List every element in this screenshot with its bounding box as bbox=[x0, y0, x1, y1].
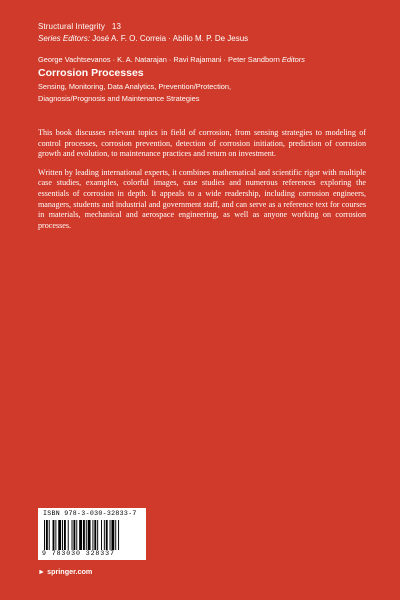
barcode-bar bbox=[49, 520, 50, 550]
barcode-bar bbox=[111, 520, 114, 550]
barcode-bar bbox=[73, 520, 75, 550]
barcode-bar bbox=[118, 520, 119, 550]
barcode-bar bbox=[104, 520, 105, 550]
barcode-bar bbox=[76, 520, 77, 550]
publisher-url: springer.com bbox=[47, 567, 93, 576]
barcode-bar bbox=[72, 520, 73, 550]
barcode-number: 9 783030 328337 bbox=[42, 550, 115, 557]
book-title: Corrosion Processes bbox=[38, 67, 144, 79]
subtitle-line-1: Sensing, Monitoring, Data Analytics, Prevention/Protection, bbox=[38, 82, 232, 91]
barcode-bar bbox=[68, 520, 69, 550]
barcode-bar bbox=[86, 520, 87, 550]
description bbox=[38, 128, 366, 239]
barcode-bar bbox=[44, 520, 45, 550]
barcode-bar bbox=[101, 520, 102, 550]
subtitle-line-2: Diagnosis/Prognosis and Maintenance Strategies bbox=[38, 94, 200, 103]
barcode-bar bbox=[92, 520, 93, 550]
description-paragraph-2: Written by leading international experts, it combines mathematical and scientific rigor with multiple case studies, examples, colorful images, case studies and numerous references exploring the essentials of corrosion in depth. It appeals to a wide readership, including corrosion engineers, managers, students and industrial and government staff, and can serve as a reference text for courses in materials, mechanical and aerospace engineering, as well as anyone working on corrosion processes. bbox=[38, 167, 366, 230]
authors-suffix: Editors bbox=[281, 55, 305, 64]
barcode-box bbox=[38, 508, 146, 560]
description-paragraph-1: This book discusses relevant topics in field of corrosion, from sensing strategies to modeling of control processes, corrosion prevention, detection of corrosion initiation, prediction of corrosion growth and evolution, to maintenance practices and return on investment. bbox=[38, 128, 366, 159]
series-title: Structural Integrity bbox=[38, 22, 105, 31]
series-editors-label: Series Editors: bbox=[38, 34, 91, 43]
barcode-image bbox=[44, 520, 140, 550]
series-editors: José A. F. O. Correia · Abílio M. P. De Jesus bbox=[92, 34, 249, 43]
barcode-bar bbox=[110, 520, 111, 550]
barcode-bar bbox=[83, 520, 85, 550]
barcode-bar bbox=[94, 520, 96, 550]
series-volume: 13 bbox=[111, 22, 121, 31]
barcode-bar bbox=[53, 520, 55, 550]
barcode-bar bbox=[64, 520, 66, 550]
series-block bbox=[38, 21, 358, 45]
barcode-bar bbox=[62, 520, 63, 550]
book-header bbox=[38, 54, 368, 104]
publisher-link[interactable] bbox=[38, 567, 92, 576]
barcode-bar bbox=[88, 520, 91, 550]
authors-line bbox=[38, 54, 368, 65]
authors: George Vachtsevanos · K. A. Natarajan · Ravi Rajamani · Peter Sandborn bbox=[38, 55, 280, 64]
barcode-bar bbox=[106, 520, 108, 550]
barcode-bar bbox=[79, 520, 82, 550]
arrow-icon: ► bbox=[38, 567, 46, 576]
barcode-bar bbox=[55, 520, 56, 550]
barcode-bar bbox=[58, 520, 61, 550]
barcode-bar bbox=[115, 520, 116, 550]
barcode-bar bbox=[46, 520, 48, 550]
isbn-text: ISBN 978-3-030-32833-7 bbox=[43, 510, 137, 517]
series-editors-line bbox=[38, 33, 358, 45]
series-title-line bbox=[38, 21, 358, 33]
barcode-bar bbox=[97, 520, 98, 550]
